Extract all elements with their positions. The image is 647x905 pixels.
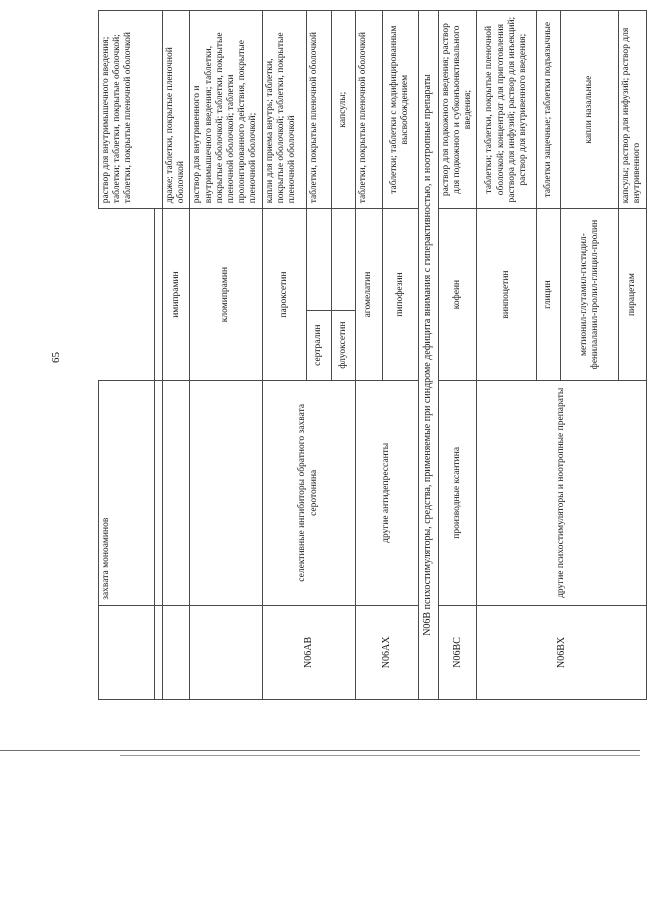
- drug-table: [98, 10, 647, 700]
- dosage-forms: капсулы; раствор для инфузий; раствор для внутривенного: [619, 11, 646, 209]
- group-continuation: захвата моноаминов: [99, 380, 155, 605]
- dosage-forms: раствор для внутривенного и внутримышечного введения; таблетки, покрытые оболочкой; таблетки, покрытые пленочной оболочкой; таблетки пролонгированного действия, покрытые пленочной оболочкой;: [190, 11, 262, 209]
- drug-name: кофеин: [438, 209, 477, 381]
- dosage-forms: капсулы;: [331, 11, 355, 209]
- group-name: другие психостимуляторы и ноотропные препараты: [477, 380, 646, 605]
- dosage-forms: капли назальные: [561, 11, 619, 209]
- atc-code: N06AX: [355, 605, 418, 699]
- table-row: [262, 11, 306, 700]
- table-row: [99, 11, 155, 700]
- table-row: [163, 11, 190, 700]
- drug-name: метионил-глутамил-гистидил-фенилаланил-пролил-глицил-пролин: [561, 209, 619, 381]
- drug-name: пипофезин: [382, 209, 418, 381]
- table-row: [355, 11, 382, 700]
- dosage-forms: таблетки, покрытые пленочной оболочкой: [355, 11, 382, 209]
- page-divider-line: [0, 750, 640, 751]
- group-name: психостимуляторы, средства, применяемые при синдроме дефицита внимания с гиперактивностью, и ноотропные препараты: [421, 74, 433, 610]
- group-name: селективные ингибиторы обратного захвата серотонина: [262, 380, 355, 605]
- table-row: [477, 11, 537, 700]
- drug-name: пирацетам: [619, 209, 646, 381]
- atc-code: N06B: [421, 611, 433, 636]
- atc-code: N06BC: [438, 605, 477, 699]
- drug-name: агомелатин: [355, 209, 382, 381]
- drug-name: имипрамин: [163, 209, 190, 381]
- dosage-forms: раствор для внутримышечного введения; таблетки; таблетки, покрытые оболочкой; таблетки, покрытые пленочной оболочкой: [99, 11, 163, 209]
- dosage-forms: драже; таблетки, покрытые пленочной оболочкой: [163, 11, 190, 209]
- dosage-forms: таблетки, покрытые пленочной оболочкой: [306, 11, 331, 209]
- drug-name: винпоцетин: [477, 209, 537, 381]
- dosage-forms: раствор для подкожного введения; раствор для подкожного и субконъюнктивального введения;: [438, 11, 477, 209]
- page-number: 65: [50, 352, 62, 363]
- drug-table-sheet: [98, 10, 643, 700]
- group-name: другие антидепрессанты: [355, 380, 418, 605]
- table-row: [418, 11, 438, 700]
- drug-name: флуоксетин: [331, 310, 355, 380]
- drug-name: глицин: [537, 209, 561, 381]
- dosage-forms: таблетки; таблетки с модифицированным высвобождением: [382, 11, 418, 209]
- atc-code: N06BX: [477, 605, 646, 699]
- section-heading: [418, 11, 438, 700]
- drug-name: сертралин: [306, 310, 331, 380]
- dosage-forms: капли для приема внутрь; таблетки, покрытые оболочкой; таблетки, покрытые пленочной оболочкой: [262, 11, 306, 209]
- drug-name: пароксетин: [262, 209, 306, 381]
- page-divider-line: [120, 755, 640, 756]
- group-name: производные ксантина: [438, 380, 477, 605]
- dosage-forms: таблетки защечные; таблетки подъязычные: [537, 11, 561, 209]
- atc-code: N06AB: [262, 605, 355, 699]
- table-row: [190, 11, 262, 700]
- drug-name: кломипрамин: [190, 209, 262, 381]
- dosage-forms: таблетки; таблетки, покрытые пленочной оболочкой; концентрат для приготовления раствора для инфузий; раствор для инъекций; раствор для внутривенного введения;: [477, 11, 537, 209]
- table-row: [438, 11, 477, 700]
